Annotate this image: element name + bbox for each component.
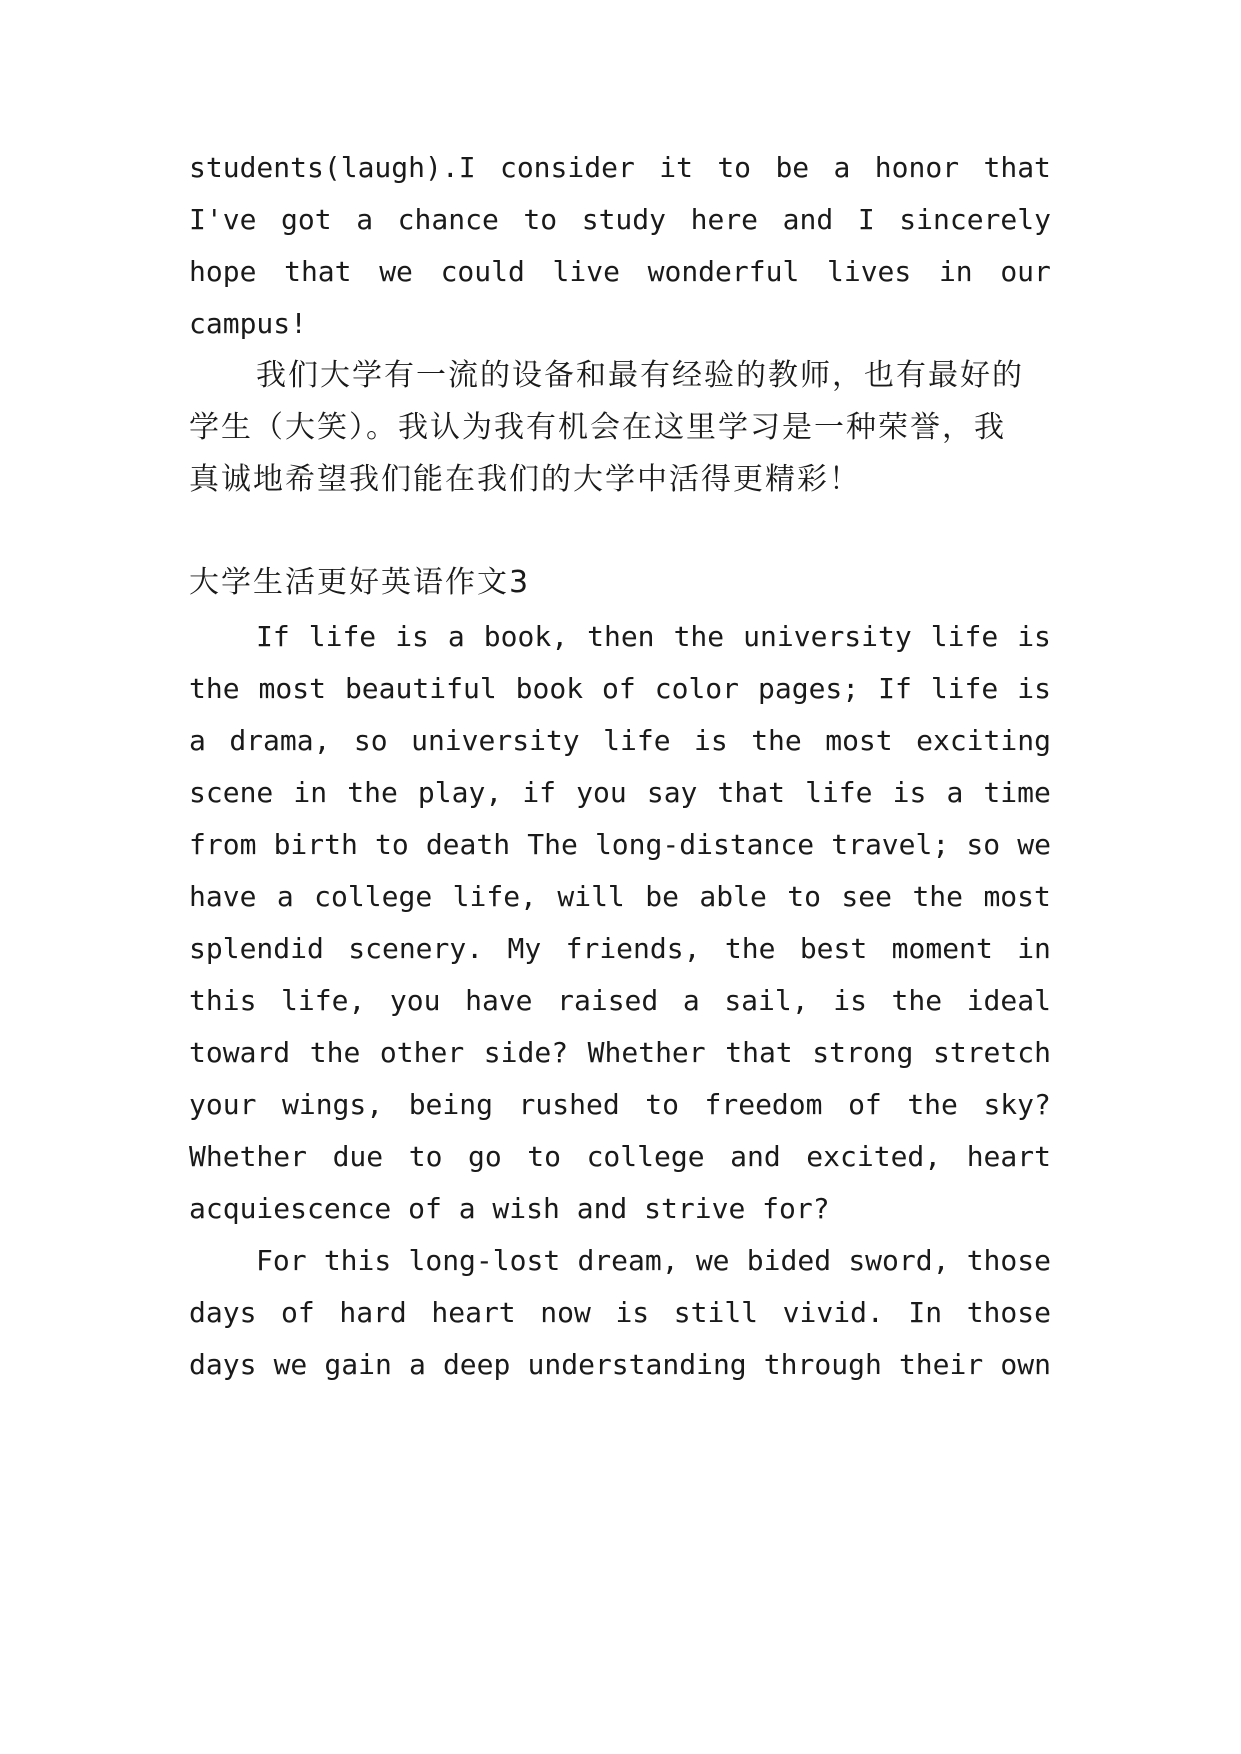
word: so <box>966 828 1001 861</box>
text-line <box>189 252 1051 292</box>
word: the <box>347 776 398 809</box>
word: so <box>353 724 388 757</box>
word: exciting <box>916 724 1051 757</box>
word: I've <box>189 203 257 236</box>
word: in <box>1017 932 1051 965</box>
word: own <box>1000 1348 1051 1381</box>
word: being <box>408 1088 493 1121</box>
word: university <box>743 620 912 653</box>
word: sincerely <box>899 203 1051 236</box>
word: college <box>586 1140 705 1173</box>
text-line: acquiescence of a wish and strive for? <box>189 1192 830 1225</box>
word: life <box>308 620 377 653</box>
word: death <box>425 828 511 861</box>
word: best <box>799 932 868 965</box>
word: have <box>189 880 257 913</box>
word: If <box>878 672 912 705</box>
word: a <box>189 724 206 757</box>
text-line <box>189 825 1051 865</box>
word: beautiful <box>344 672 497 705</box>
word: life, <box>281 984 366 1017</box>
word: the <box>309 1036 361 1069</box>
word: stretch <box>932 1036 1051 1069</box>
word: we <box>695 1244 730 1277</box>
word: have <box>465 984 533 1017</box>
word: dream, <box>577 1244 679 1277</box>
word: live <box>552 255 620 288</box>
word: consider <box>499 151 635 184</box>
word: understanding <box>527 1348 747 1381</box>
word: the <box>912 880 964 913</box>
word: to <box>787 880 821 913</box>
text-line <box>189 929 1051 969</box>
word: days <box>189 1296 257 1329</box>
word: heart <box>966 1140 1051 1173</box>
word: hard <box>339 1296 407 1329</box>
word: and <box>730 1140 781 1173</box>
word: is <box>833 984 867 1017</box>
word: honor <box>874 151 960 184</box>
text-line <box>189 981 1051 1021</box>
chinese-text-line: 真诚地希望我们能在我们的大学中活得更精彩！ <box>189 462 861 497</box>
word: is <box>1017 672 1051 705</box>
word: if <box>522 776 557 809</box>
word: here <box>690 203 759 236</box>
word: due <box>332 1140 384 1173</box>
word: rushed <box>518 1088 620 1121</box>
word: able <box>699 880 767 913</box>
word: freedom <box>704 1088 823 1121</box>
word: will <box>557 880 625 913</box>
chinese-text-line: 学生（大笑）。我认为我有机会在这里学习是一种荣誉，我 <box>189 410 1006 445</box>
word: birth <box>273 828 358 861</box>
word: If <box>256 620 290 653</box>
text-line <box>189 1137 1051 1177</box>
word: those <box>966 1244 1051 1277</box>
word: play, <box>417 776 503 809</box>
word: For <box>256 1244 307 1277</box>
word: this <box>323 1244 392 1277</box>
word: toward <box>189 1036 291 1069</box>
text-line <box>189 669 1051 709</box>
word: life, <box>452 880 537 913</box>
word: a <box>276 880 294 913</box>
word: a <box>447 620 465 653</box>
word: lives <box>826 255 912 288</box>
word: is <box>395 620 429 653</box>
word: of <box>848 1088 882 1121</box>
word: we <box>1017 828 1051 861</box>
word: I <box>857 203 875 236</box>
word: life <box>930 672 999 705</box>
word: those <box>966 1296 1051 1329</box>
word: most <box>258 672 326 705</box>
word: a <box>682 984 700 1017</box>
word: to <box>408 1140 443 1173</box>
word: life <box>603 724 671 757</box>
word: of <box>602 672 636 705</box>
word: pages; <box>758 672 860 705</box>
word: then <box>587 620 655 653</box>
text-line <box>189 1293 1051 1333</box>
text-line <box>189 1345 1051 1385</box>
word: a <box>946 776 964 809</box>
word: long-distance <box>594 828 815 861</box>
word: sky? <box>983 1088 1051 1121</box>
word: got <box>281 203 332 236</box>
word: is <box>892 776 927 809</box>
word: most <box>825 724 893 757</box>
word: excited, <box>806 1140 942 1173</box>
word: the <box>891 984 943 1017</box>
text-line <box>189 1085 1051 1125</box>
word: life <box>930 620 999 653</box>
word: the <box>907 1088 958 1121</box>
word: bided <box>746 1244 832 1277</box>
word: in <box>293 776 328 809</box>
word: through <box>763 1348 882 1381</box>
word: is <box>615 1296 650 1329</box>
word: go <box>468 1140 502 1173</box>
word: be <box>775 151 810 184</box>
word: that <box>983 151 1051 184</box>
word: friends, <box>565 932 701 965</box>
word: study <box>581 203 667 236</box>
text-line <box>189 200 1051 240</box>
word: Whether <box>587 1036 706 1069</box>
section-heading: 大学生活更好英语作文3 <box>189 565 531 600</box>
word: sail, <box>724 984 809 1017</box>
chinese-text-line: 我们大学有一流的设备和最有经验的教师，也有最好的 <box>256 358 1024 393</box>
word: a <box>356 203 374 236</box>
word: days <box>189 1348 257 1381</box>
word: the <box>189 672 240 705</box>
word: color <box>654 672 740 705</box>
word: that <box>284 255 352 288</box>
word: it <box>659 151 693 184</box>
word: long-lost <box>408 1244 561 1277</box>
word: that <box>717 776 785 809</box>
word: splendid <box>189 932 324 965</box>
word: the <box>751 724 802 757</box>
text-line <box>256 617 1051 657</box>
word: drama, <box>229 724 331 757</box>
text-line <box>189 877 1051 917</box>
word: wonderful <box>647 255 800 288</box>
word: of <box>281 1296 315 1329</box>
word: now <box>540 1296 591 1329</box>
word: ideal <box>966 984 1051 1017</box>
word: scene <box>189 776 274 809</box>
word: still <box>673 1296 759 1329</box>
word: that <box>725 1036 793 1069</box>
word: you <box>389 984 441 1017</box>
word: to <box>523 203 558 236</box>
word: from <box>189 828 257 861</box>
word: travel; <box>831 828 950 861</box>
word: is <box>694 724 728 757</box>
word: life <box>805 776 873 809</box>
word: raised <box>557 984 659 1017</box>
word: scenery. <box>348 932 484 965</box>
word: be <box>645 880 679 913</box>
word: the <box>724 932 776 965</box>
word: Whether <box>189 1140 308 1173</box>
word: book <box>515 672 584 705</box>
word: you <box>576 776 627 809</box>
word: this <box>189 984 257 1017</box>
word: to <box>717 151 752 184</box>
word: In <box>908 1296 943 1329</box>
word: moment <box>891 932 993 965</box>
word: their <box>898 1348 984 1381</box>
word: the <box>673 620 725 653</box>
word: college <box>314 880 433 913</box>
word: is <box>1017 620 1051 653</box>
word: sword, <box>848 1244 950 1277</box>
word: The <box>527 828 578 861</box>
word: most <box>983 880 1051 913</box>
word: wings, <box>281 1088 384 1121</box>
word: see <box>841 880 892 913</box>
word: could <box>440 255 525 288</box>
word: side? <box>483 1036 569 1069</box>
text-line <box>189 721 1051 761</box>
word: a <box>408 1348 426 1381</box>
word: time <box>983 776 1051 809</box>
word: to <box>645 1088 679 1121</box>
text-line <box>189 1033 1051 1073</box>
word: other <box>379 1036 465 1069</box>
word: we <box>273 1348 308 1381</box>
word: to <box>527 1140 561 1173</box>
word: heart <box>431 1296 516 1329</box>
word: students(laugh).I <box>189 151 476 184</box>
word: chance <box>397 203 499 236</box>
text-line: campus! <box>189 307 308 340</box>
text-line <box>189 148 1051 188</box>
word: and <box>782 203 834 236</box>
word: book, <box>483 620 569 653</box>
word: your <box>189 1088 257 1121</box>
word: to <box>374 828 409 861</box>
word: our <box>1000 255 1051 288</box>
word: in <box>938 255 973 288</box>
word: My <box>507 932 542 965</box>
text-line <box>256 1241 1051 1281</box>
word: deep <box>442 1348 511 1381</box>
text-line <box>189 773 1051 813</box>
word: hope <box>189 255 257 288</box>
word: gain <box>324 1348 392 1381</box>
word: university <box>411 724 580 757</box>
word: vivid. <box>782 1296 884 1329</box>
word: strong <box>812 1036 914 1069</box>
word: we <box>379 255 413 288</box>
word: a <box>833 151 851 184</box>
word: say <box>646 776 698 809</box>
